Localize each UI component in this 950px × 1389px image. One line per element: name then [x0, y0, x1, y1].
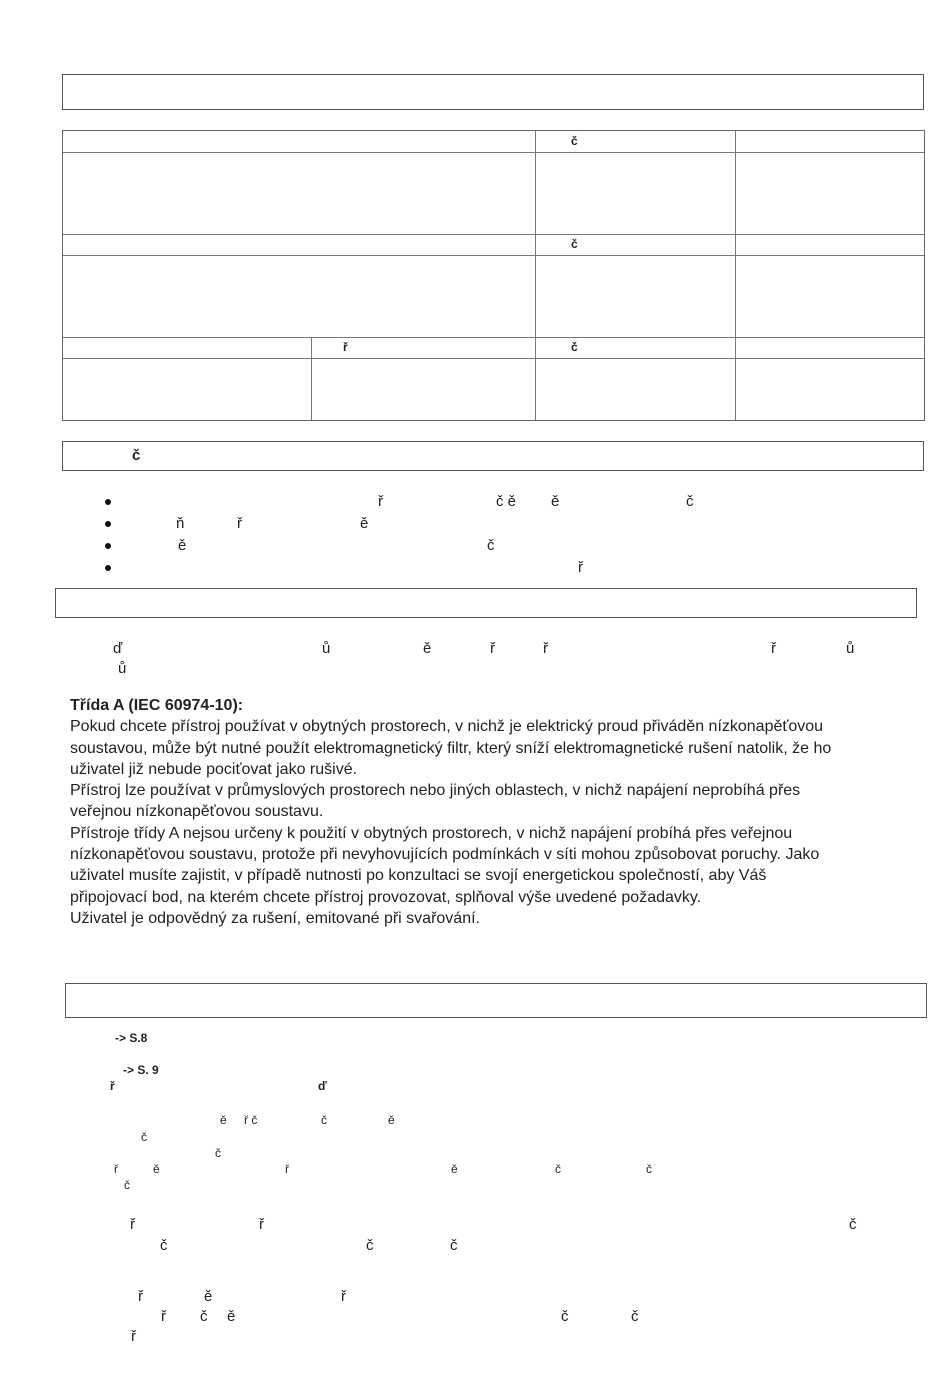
text-fragment: ř	[110, 1079, 115, 1093]
text-fragment: č	[450, 1237, 458, 1254]
text-fragment: č	[124, 1178, 130, 1192]
text-fragment: ř	[131, 1328, 136, 1345]
bullet-fragment: ě	[360, 515, 369, 532]
text-fragment: ř	[285, 1162, 289, 1176]
text-fragment: č	[646, 1162, 652, 1176]
section-4-header-box	[65, 983, 927, 1018]
text-fragment: ř	[543, 640, 548, 657]
table-header-cell: č	[571, 134, 578, 148]
emc-paragraph	[70, 695, 930, 929]
page-reference: -> S. 9	[123, 1063, 159, 1077]
text-fragment: ě	[388, 1113, 395, 1127]
text-fragment: ř	[161, 1308, 166, 1325]
emc-line: Přístroj lze používat v průmyslových prostorech nebo jiných oblastech, v nichž napájení neprobíhá přes	[70, 782, 801, 800]
text-fragment: ř	[138, 1288, 143, 1305]
text-fragment: č	[215, 1146, 221, 1160]
bullet-fragment: č	[686, 493, 694, 510]
text-fragment: ď	[113, 640, 123, 657]
text-fragment: ě	[220, 1113, 227, 1127]
text-fragment: č	[849, 1216, 857, 1233]
page-reference: -> S.8	[115, 1031, 148, 1045]
emc-heading: Třída A (IEC 60974-10):	[70, 697, 244, 714]
bullet-icon	[105, 543, 111, 549]
text-fragment: č	[160, 1237, 168, 1254]
section-2-header-box	[62, 441, 924, 471]
text-fragment: ř	[114, 1162, 118, 1176]
emc-line: Uživatel je odpovědný za rušení, emitované při svařování.	[70, 909, 480, 927]
text-fragment: ě	[153, 1162, 160, 1176]
emc-line: uživatel musíte zajistit, v případě nutnosti po konzultaci se svojí energetickou společností, aby Váš	[70, 867, 767, 885]
text-fragment: ř	[130, 1216, 135, 1233]
bullet-fragment: ř	[237, 515, 242, 532]
table-header-cell: č	[571, 340, 578, 354]
emc-line: uživatel již nebude pociťovat jako rušivé.	[70, 760, 358, 778]
text-fragment: č	[631, 1308, 639, 1325]
text-fragment: ů	[846, 640, 855, 657]
text-fragment: ř	[490, 640, 495, 657]
text-fragment: ů	[322, 640, 331, 657]
section-2-header-text: č	[132, 447, 141, 464]
emc-line: Přístroje třídy A nejsou určeny k použití v obytných prostorech, v nichž napájení probíhá přes veřejnou	[70, 824, 793, 842]
text-fragment: ě	[204, 1288, 213, 1305]
bullet-fragment: ě	[551, 493, 560, 510]
text-fragment: ř	[771, 640, 776, 657]
text-fragment: ř	[259, 1216, 264, 1233]
bullet-icon	[105, 565, 111, 571]
text-fragment: ř	[341, 1288, 346, 1305]
text-fragment: č	[200, 1308, 208, 1325]
table-header-cell: ř	[343, 340, 348, 354]
text-fragment: ě	[451, 1162, 458, 1176]
bullet-fragment: ň	[176, 515, 185, 532]
text-fragment: ů	[118, 660, 127, 677]
table-header-cell: č	[571, 237, 578, 251]
bullet-fragment: ř	[378, 493, 383, 510]
text-fragment: č	[141, 1130, 147, 1144]
text-fragment: č	[321, 1113, 327, 1127]
bullet-icon	[105, 499, 111, 505]
text-fragment: ě	[423, 640, 432, 657]
bullet-fragment: č ě	[496, 493, 517, 510]
section-3-header-box	[55, 588, 917, 618]
text-fragment: č	[561, 1308, 569, 1325]
text-fragment: č	[366, 1237, 374, 1254]
bullet-fragment: č	[487, 537, 495, 554]
emc-line: Pokud chcete přístroj používat v obytných prostorech, v nichž je elektrický proud přiváděn nízkonapěťovou	[70, 718, 824, 736]
emc-line: veřejnou nízkonapěťovou soustavu.	[70, 803, 324, 821]
section-1-header-box	[62, 74, 924, 110]
bullet-icon	[105, 521, 111, 527]
text-fragment: ď	[318, 1079, 327, 1093]
bullet-fragment: ř	[578, 559, 583, 576]
emc-line: soustavou, může být nutné použít elektromagnetický filtr, který sníží elektromagnetické rušení natolik, že ho	[70, 739, 832, 757]
data-table	[62, 130, 925, 421]
text-fragment: ě	[227, 1308, 236, 1325]
text-fragment: č	[555, 1162, 561, 1176]
emc-line: nízkonapěťovou soustavu, protože při nevyhovujících podmínkách v síti mohou způsobovat poruchy. Jako	[70, 846, 820, 864]
bullet-fragment: ě	[178, 537, 187, 554]
emc-line: připojovací bod, na kterém chcete přístroj provozovat, splňoval výše uvedené požadavky.	[70, 888, 702, 906]
text-fragment: ř č	[244, 1113, 258, 1127]
